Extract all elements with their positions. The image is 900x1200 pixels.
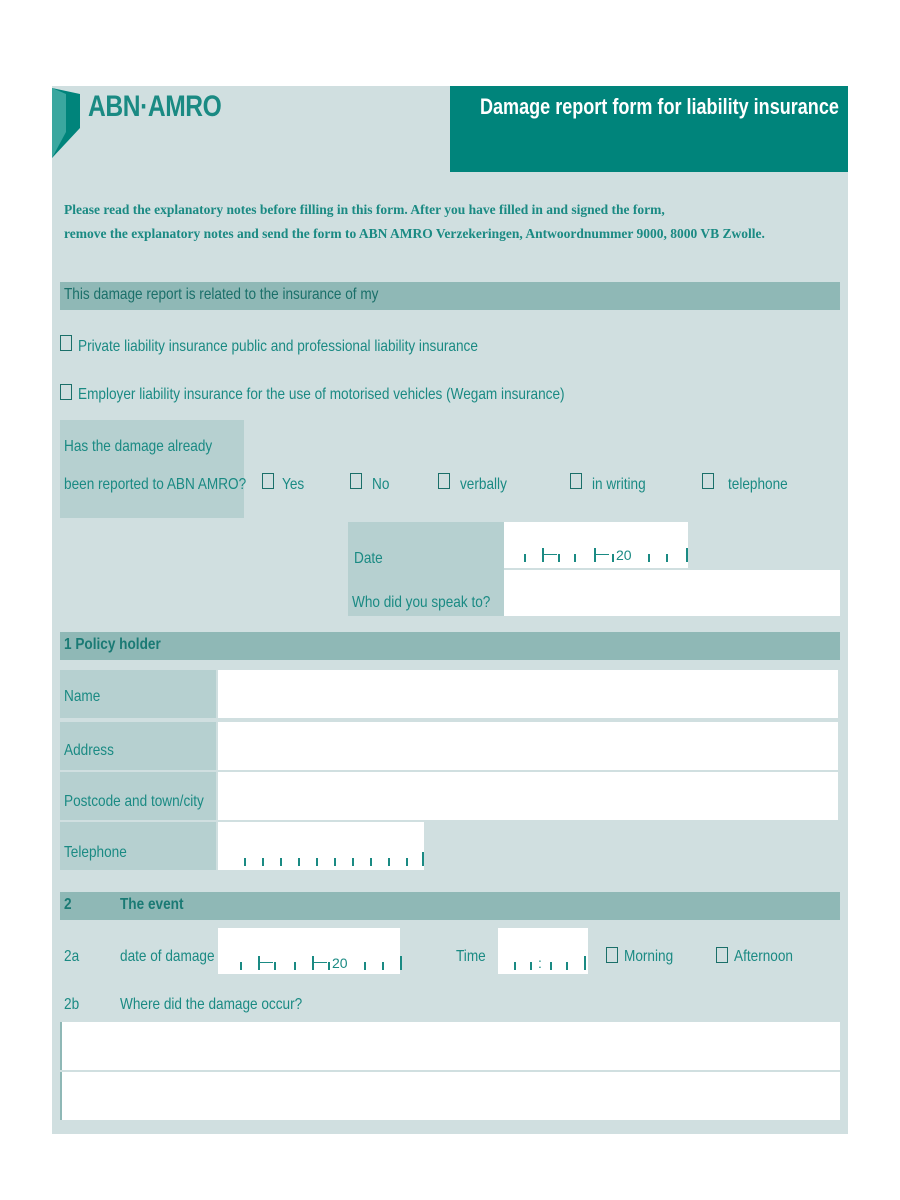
damage-location-field-line-1[interactable]: [60, 1022, 840, 1070]
event-number: 2: [64, 896, 72, 913]
date-of-damage-label: date of damage: [120, 948, 215, 965]
morning-label: Morning: [624, 948, 674, 965]
time-separator: :: [538, 955, 542, 971]
reported-yes-label: Yes: [282, 476, 305, 493]
damage-date-ticks: [240, 956, 402, 970]
private-liability-checkbox[interactable]: [60, 335, 72, 351]
telephone-field[interactable]: [218, 822, 424, 870]
employer-liability-checkbox[interactable]: [60, 384, 72, 400]
who-spoke-field[interactable]: [504, 570, 840, 616]
form-sheet: [52, 86, 848, 1134]
reported-no-checkbox[interactable]: [350, 473, 362, 489]
private-liability-label: Private liability insurance public and professional liability insurance: [78, 338, 478, 355]
row-2b-number: 2b: [64, 996, 80, 1013]
telephone-label: Telephone: [64, 844, 127, 861]
address-label: Address: [64, 742, 114, 759]
reported-date-label: Date: [354, 550, 383, 567]
address-field[interactable]: [218, 722, 838, 770]
insurance-section-bar: [60, 282, 840, 310]
damage-date-field[interactable]: [218, 928, 400, 974]
reported-date-field[interactable]: [504, 522, 688, 568]
reported-yes-checkbox[interactable]: [262, 473, 274, 489]
employer-liability-label: Employer liability insurance for the use of motorised vehicles (Wegam insurance): [78, 386, 565, 403]
verbally-label: verbally: [460, 476, 507, 493]
policy-holder-bar: [60, 632, 840, 660]
reported-question-line-1: Has the damage already: [64, 438, 213, 455]
verbally-checkbox[interactable]: [438, 473, 450, 489]
in-writing-label: in writing: [592, 476, 646, 493]
intro-line-2: remove the explanatory notes and send the form to ABN AMRO Verzekeringen, Antwoordnummer 9000, 8000 VB Zwolle.: [64, 226, 765, 241]
title-banner: [450, 86, 848, 172]
telephone-checkbox[interactable]: [702, 473, 714, 489]
afternoon-checkbox[interactable]: [716, 947, 728, 963]
reported-question-cell: [60, 420, 247, 518]
intro-line-1: Please read the explanatory notes before filling in this form. After you have filled in and signed the form,: [64, 202, 665, 217]
who-spoke-label: Who did you speak to?: [352, 594, 491, 611]
insurance-section-title: This damage report is related to the insurance of my: [64, 286, 379, 303]
name-label: Name: [64, 688, 101, 705]
damage-location-label: Where did the damage occur?: [120, 996, 303, 1013]
postcode-field[interactable]: [218, 772, 838, 820]
in-writing-checkbox[interactable]: [570, 473, 582, 489]
time-ticks: [514, 956, 586, 970]
afternoon-label: Afternoon: [734, 948, 793, 965]
postcode-label: Postcode and town/city: [64, 793, 204, 810]
reported-no-label: No: [372, 476, 390, 493]
damage-location-field-line-2[interactable]: [60, 1072, 840, 1120]
reported-date-century: 20: [616, 547, 632, 563]
telephone-ticks: [244, 852, 424, 866]
row-2a-number: 2a: [64, 948, 80, 965]
event-title: The event: [120, 896, 184, 913]
logo-text: ABN·AMRO: [88, 90, 222, 123]
form-title: Damage report form for liability insurance: [480, 94, 839, 119]
time-label: Time: [456, 948, 486, 965]
time-field[interactable]: [498, 928, 588, 974]
morning-checkbox[interactable]: [606, 947, 618, 963]
intro-text: [64, 198, 765, 246]
abn-amro-shield-icon: [52, 88, 82, 160]
event-bar: [60, 892, 840, 920]
reported-date-ticks: [524, 548, 688, 562]
damage-date-century: 20: [332, 955, 348, 971]
policy-holder-title: 1 Policy holder: [64, 636, 161, 653]
name-field[interactable]: [218, 670, 838, 718]
telephone-option-label: telephone: [728, 476, 788, 493]
reported-question-line-2: been reported to ABN AMRO?: [64, 476, 247, 493]
